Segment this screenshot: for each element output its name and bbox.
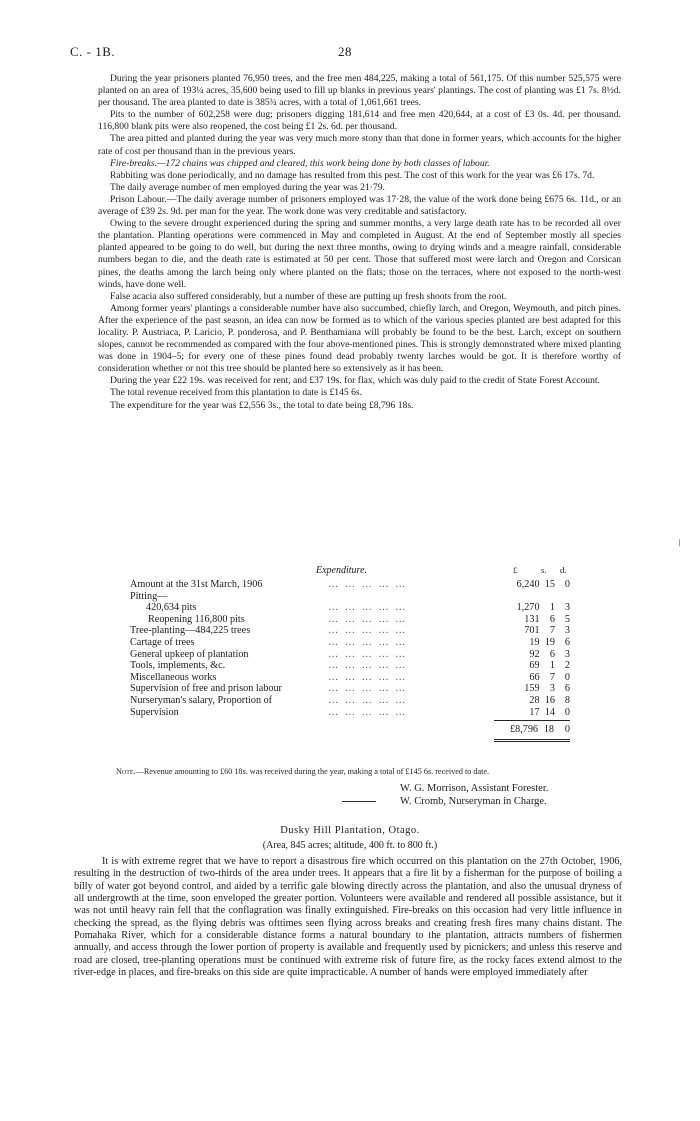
- paragraph: Among former years' plantings a considerable number have also succumbed, chiefly larch, and Oregon, Weymouth, and pitch pines. After the experience of the past season, an idea can now be formed as to which of the various species planted are best adapted for this locality. P. Austriaca, P. Laricio, P. ponderosa, and P. Benthamiana will probably be found to be the best. Larch, except on southern slopes, cannot be recommended as compared with the four above-mentioned pines. This is strongly demonstrated where mixed planting was done in 1904–5; for every one of these pines found dead probably twenty larches would be got. It is therefore worthy of consideration whether or not this tree should be planted here so extensively as it has been.: [98, 302, 621, 375]
- amount-pounds: 6,240: [516, 579, 540, 590]
- total-pounds: £8,796: [509, 724, 538, 735]
- expenditure-label: Pitting—: [130, 590, 168, 602]
- expenditure-row: [130, 625, 570, 637]
- expenditure-row: [130, 695, 570, 707]
- paragraph-fire-breaks: Fire-breaks.—172 chains was chipped and cleared, this work being done by both classes of labour.: [110, 157, 490, 169]
- leader-dots: … … … … …: [328, 694, 408, 706]
- signature-nurseryman: W. Cromb, Nurseryman in Charge.: [400, 796, 547, 807]
- amount-pence: 3: [564, 625, 570, 637]
- total-row: [130, 724, 570, 736]
- amount-pounds: 92: [529, 648, 540, 660]
- leader-dots: … … … … …: [328, 660, 408, 672]
- expenditure-label: 420,634 pits: [146, 602, 197, 614]
- expenditure-row: [130, 602, 570, 614]
- amount-pence: 0: [564, 579, 570, 590]
- expenditure-label: Supervision of free and prison labour: [130, 683, 282, 695]
- leader-dots: … … … … …: [328, 671, 408, 683]
- expenditure-row: [130, 707, 570, 719]
- note-prefix: Note.: [116, 767, 136, 776]
- paragraph: The daily average number of men employed during the year was 21·79.: [110, 181, 385, 193]
- amount-pence: 5: [564, 613, 570, 625]
- paragraph: During the year £22 19s. was received for rent, and £37 19s. for flax, which was duly paid to the credit of State Forest Account.: [110, 375, 600, 387]
- amount-pounds: 69: [529, 660, 540, 672]
- leader-dots: … … … … …: [328, 579, 408, 590]
- page-number: 28: [338, 44, 352, 59]
- amount-pence: [555, 591, 570, 603]
- expenditure-row: [130, 660, 570, 672]
- amount-pence: 6: [564, 636, 570, 648]
- paragraph-fire-report: It is with extreme regret that we have to report a disastrous fire which occurred on this plantation on the 27th October, 1906, resulting in the destruction of two-thirds of the area under trees. It appears that a fire lit by a fisherman for the purpose of boiling a billy of water got beyond control, and aided by a terrific gale blowing directly across the plantation, and also the unusual dryness of all undergrowth at the time, soon enveloped the greater portion. Volunteers were available and rendered all possible assistance, but it was not until heavy rain fell that the conflagration was finally extinguished. Fire-breaks on this occasion had very little influence in checking the spread, as the flying debris was ofttimes seen flying across breaks and creating fresh fires many chains distant. The Pomahaka River, which for a considerable distance forms a natural boundary to the plantation, attracts numbers of fishermen annually, and access through the lower portion of property is available and frequently used by picnickers; and unless this reserve and road are closed, tree-planting operations must be continued with extreme risk of future fire, as the rocky faces extend almost to the river-edge in places, and fire-breaks on this side are quite impracticable. A number of hands were employed immediately after: [74, 856, 622, 979]
- paragraph: False acacia also suffered considerably, but a number of these are putting up fresh shoots from the root.: [110, 290, 507, 302]
- amount-pounds: 701: [524, 625, 540, 637]
- amount-shillings: 16: [544, 694, 555, 706]
- leader-dots: … … … … …: [328, 706, 408, 718]
- expenditure-label: Cartage of trees: [130, 636, 195, 648]
- leader-dots: … … … … …: [328, 636, 408, 648]
- pence-header: d.: [560, 565, 567, 575]
- amount-pence: 0: [564, 671, 570, 683]
- paragraph: Owing to the severe drought experienced during the spring and summer months, a very large death rate has to be recorded all over the plantation. Planting operations were commenced in May and completed in August. At the end of September mostly all species planted appeared to be going to do well, but during the next three months, owing to drying winds and a meagre rainfall, considerable numbers began to die, and the death rate is estimated at 50 per cent. Those that suffered most were larch and Oregon and Corsican pines, the deaths among the larch being only where planted on the flats; those on the terraces, where not exposed to the north-west winds, have done well.: [98, 218, 621, 290]
- expenditure-row: [130, 614, 570, 626]
- expenditure-total: [130, 724, 570, 736]
- amount-shillings: 1: [549, 602, 555, 614]
- document-reference: C. - 1B.: [70, 44, 116, 59]
- amount-shillings: 1: [549, 660, 555, 672]
- paragraph: The total revenue received from this plantation to date is £145 6s.: [110, 387, 363, 399]
- expenditure-label: Nurseryman's salary, Proportion of: [130, 694, 273, 706]
- expenditure-label: Miscellaneous works: [130, 671, 217, 683]
- expenditure-row: [130, 683, 570, 695]
- leader-dots: … … … … …: [328, 613, 408, 625]
- expenditure-row: [130, 591, 570, 603]
- paragraph: Pits to the number of 602,258 were dug; prisoners digging 181,614 and free men 420,644, at a cost of £3 0s. 4d. per thousand. 116,800 blank pits were also reopened, the cost being £1 2s. 6d. per thousand.: [98, 109, 621, 133]
- amount-pounds: 131: [524, 613, 540, 625]
- amount-shillings: 3: [549, 683, 555, 695]
- amount-pence: 3: [564, 602, 570, 614]
- total-shillings: 18: [543, 724, 554, 735]
- paragraph: The area pitted and planted during the year was very much more stony than that done in former years, which accounts for the higher rate of cost per thousand than in the previous years.: [98, 133, 621, 157]
- section-title: Dusky Hill Plantation, Otago.: [280, 825, 420, 836]
- expenditure-row: [130, 637, 570, 649]
- amount-shillings: 6: [549, 613, 555, 625]
- amount-pounds: 66: [529, 671, 540, 683]
- amount-pence: 2: [564, 660, 570, 672]
- amount-pence: 6: [564, 683, 570, 695]
- expenditure-label: Tree-planting—484,225 trees: [130, 625, 251, 637]
- paragraph: The expenditure for the year was £2,556 3s., the total to date being £8,796 18s.: [110, 399, 414, 411]
- amount-pence: 3: [564, 648, 570, 660]
- amount-shillings: 7: [549, 671, 555, 683]
- separator-dash: [342, 801, 376, 802]
- amount-pence: 8: [564, 694, 570, 706]
- amount-shillings: 6: [549, 648, 555, 660]
- amount-pounds: 159: [524, 683, 540, 695]
- margin-mark: \: [676, 537, 683, 550]
- total-pence: 0: [564, 724, 570, 735]
- expenditure-row: [130, 672, 570, 684]
- total-rule: [494, 720, 570, 721]
- amount-shillings: [540, 591, 555, 603]
- paragraph: Rabbiting was done periodically, and no damage has resulted from this pest. The cost of this work for the year was £6 17s. 7d.: [110, 169, 595, 181]
- section-subtitle: (Area, 845 acres; altitude, 400 ft. to 800 ft.): [262, 840, 438, 851]
- leader-dots: … … … … …: [328, 648, 408, 660]
- expenditure-label: General upkeep of plantation: [130, 648, 249, 660]
- revenue-note: [116, 767, 489, 776]
- leader-dots: … … … … …: [328, 602, 408, 614]
- section-body: [74, 856, 622, 979]
- amount-pounds: 1,270: [516, 602, 540, 614]
- pounds-header: £: [513, 565, 518, 575]
- amount-shillings: 7: [549, 625, 555, 637]
- paragraph-prison-labour: Prison Labour.—The daily average number of prisoners employed was 17·28, the value of the work done being £675 6s. 11d., or an average of £39 2s. 9d. per man for the year. The work done was very creditable and satisfactory.: [98, 193, 621, 218]
- paragraph: During the year prisoners planted 76,950 trees, and the free men 484,225, making a total of 561,175. Of this number 525,575 were planted on an area of 193¼ acres, 35,600 being used to fill up blanks in previous years' plantings. The cost of planting was £1 7s. 8½d. per thousand. The area planted to date is 385¾ acres, with a total of 1,061,661 trees.: [98, 73, 621, 109]
- amount-pounds: 17: [529, 706, 540, 718]
- amount-shillings: 15: [544, 579, 555, 590]
- amount-pounds: 19: [529, 636, 540, 648]
- amount-pounds: [503, 591, 540, 603]
- amount-shillings: 19: [544, 636, 555, 648]
- total-underline: [494, 739, 570, 740]
- note-text: —Revenue amounting to £60 18s. was received during the year, making a total of £145 6s. received to date.: [135, 767, 490, 776]
- signature-assistant-forester: W. G. Morrison, Assistant Forester.: [400, 783, 549, 794]
- leader-dots: … … … … …: [328, 625, 408, 637]
- leader-dots: [328, 591, 503, 603]
- amount-pence: 0: [564, 706, 570, 718]
- amount-pounds: 28: [529, 694, 540, 706]
- expenditure-label: Reopening 116,800 pits: [148, 613, 245, 625]
- expenditure-label: Tools, implements, &c.: [130, 660, 226, 672]
- expenditure-row: [130, 649, 570, 661]
- expenditure-label: Amount at the 31st March, 1906: [130, 579, 263, 590]
- expenditure-label: Supervision: [130, 706, 179, 718]
- leader-dots: … … … … …: [328, 683, 408, 695]
- expenditure-title: Expenditure.: [316, 565, 368, 576]
- expenditure-row: [130, 579, 570, 591]
- expenditure-table: [130, 579, 570, 718]
- shillings-header: s.: [541, 565, 547, 575]
- amount-shillings: 14: [544, 706, 555, 718]
- report-body: [98, 73, 621, 412]
- total-double-underline: [494, 741, 570, 742]
